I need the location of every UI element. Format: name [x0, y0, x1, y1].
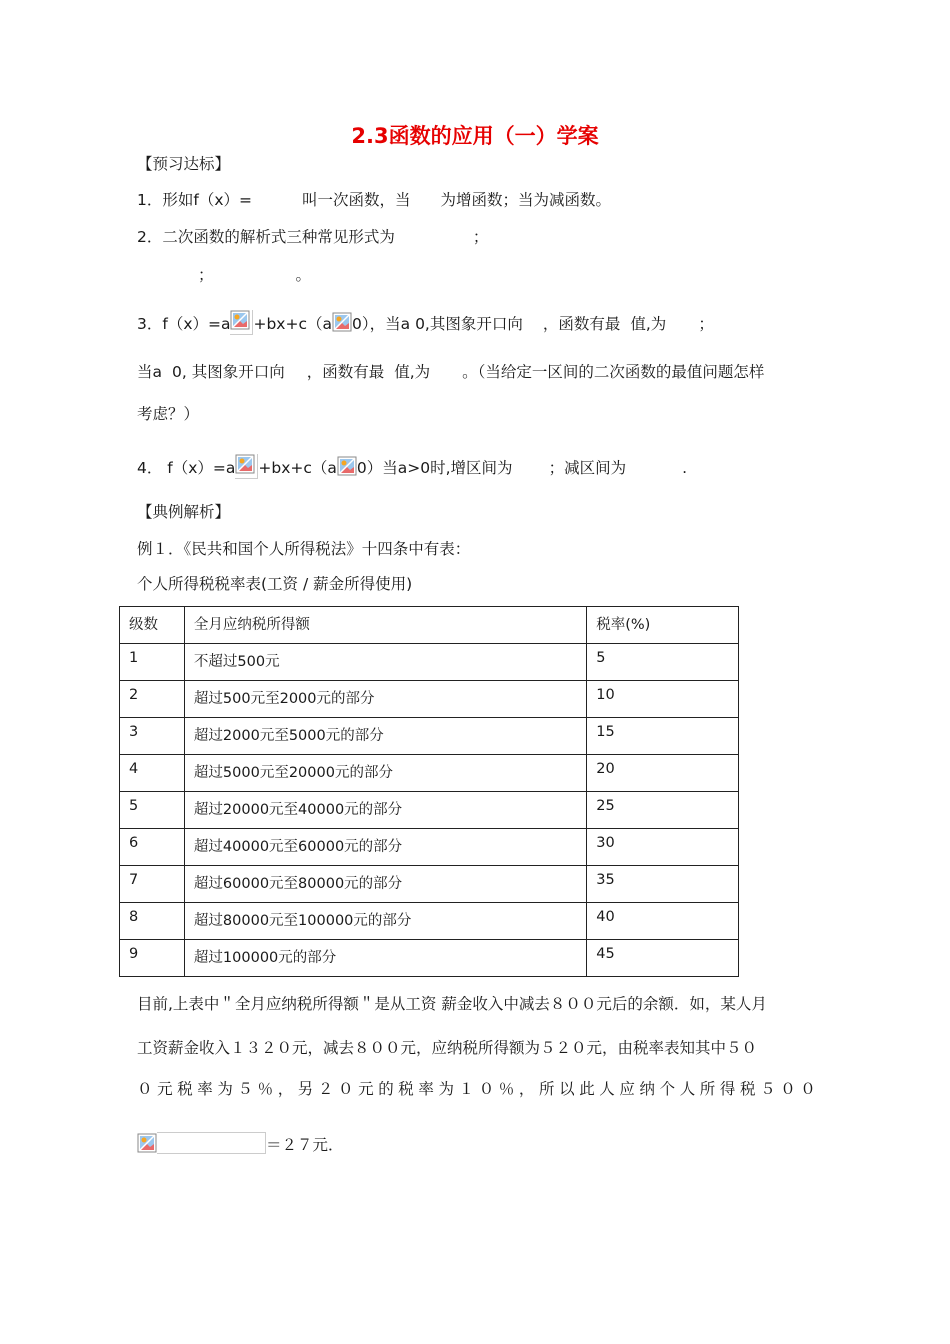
table-row [120, 718, 739, 755]
cell-taxable-income: 超过500元至2000元的部分 [184, 681, 586, 718]
broken-image-icon [332, 312, 352, 332]
table-row [120, 866, 739, 903]
cell-tax-rate: 45 [587, 940, 739, 977]
q3-part-l: 。（当给定一区间的二次函数的最值问题怎样 [462, 363, 765, 381]
paragraph-line-4 [137, 1132, 344, 1155]
broken-image-icon [230, 310, 253, 335]
question-3-line-3: 考虑？） [137, 405, 200, 423]
q2-part-d: 。 [295, 266, 312, 284]
cell-tax-rate: 30 [587, 829, 739, 866]
question-4 [137, 454, 687, 479]
table-caption: 个人所得税税率表(工资 / 薪金所得使用) [137, 575, 413, 593]
cell-tax-rate: 10 [587, 681, 739, 718]
q3-part-g: ； [698, 315, 714, 333]
cell-tax-rate: 35 [587, 866, 739, 903]
cell-tax-rate: 15 [587, 718, 739, 755]
question-3-line-1 [137, 310, 714, 335]
cell-level: 3 [120, 718, 185, 755]
tax-rate-table [119, 606, 739, 977]
cell-level: 8 [120, 903, 185, 940]
q1-part-a: 1．形如f（x）= [137, 191, 252, 209]
cell-tax-rate: 20 [587, 755, 739, 792]
example-1-intro: 例１．《民共和国个人所得税法》十四条中有表： [137, 540, 471, 558]
cell-taxable-income: 超过80000元至100000元的部分 [184, 903, 586, 940]
paragraph-line-3: ０元税率为５％，另２０元的税率为１０％，所以此人应纳个人所得税５００ [137, 1080, 821, 1098]
paragraph-line-2: 工资薪金收入１３２０元，减去８００元，应纳税所得额为５２０元，由税率表知其中５０ [137, 1039, 758, 1057]
page-title: 2.3函数的应用（一）学案 [351, 124, 599, 148]
cell-taxable-income: 超过2000元至5000元的部分 [184, 718, 586, 755]
q3-part-k: 值,为 [394, 363, 431, 381]
cell-level: 7 [120, 866, 185, 903]
cell-tax-rate: 40 [587, 903, 739, 940]
q3-part-b: +bx+c（a [253, 315, 332, 333]
q3-part-i: 0, 其图象开口向 [172, 363, 285, 381]
broken-image-icon [337, 456, 357, 476]
cell-taxable-income: 超过60000元至80000元的部分 [184, 866, 586, 903]
formula-image-frame [157, 1132, 266, 1154]
table-row [120, 792, 739, 829]
broken-image-icon [137, 1133, 157, 1153]
table-header-row [120, 607, 739, 644]
cell-taxable-income: 超过5000元至20000元的部分 [184, 755, 586, 792]
cell-taxable-income: 超过40000元至60000元的部分 [184, 829, 586, 866]
q3-part-h: 当a [137, 363, 162, 381]
cell-level: 5 [120, 792, 185, 829]
cell-taxable-income: 不超过500元 [184, 644, 586, 681]
cell-level: 2 [120, 681, 185, 718]
q3-part-a: 3．f（x）=a [137, 315, 231, 333]
table-row [120, 903, 739, 940]
q4-part-c: 0）当a>0时,增区间为 [356, 459, 513, 477]
q3-part-c: 0），当a [352, 315, 411, 333]
question-2-line-1 [137, 225, 488, 247]
question-1 [137, 188, 611, 210]
q1-part-c: 为增函数；当为减函数。 [440, 191, 612, 209]
q2-part-b: ； [472, 228, 489, 246]
q3-part-j: ，函数有最 [306, 363, 385, 381]
cell-taxable-income: 超过100000元的部分 [184, 940, 586, 977]
table-row [120, 940, 739, 977]
q3-part-d-prefix: 0,其图象开口向 [415, 315, 523, 333]
header-level: 级数 [120, 607, 185, 644]
section-heading-preview: 【预习达标】 [137, 155, 231, 173]
q4-part-e: . [682, 459, 688, 477]
q2-part-c: ； [198, 266, 214, 284]
question-2-line-2 [198, 263, 311, 285]
cell-level: 4 [120, 755, 185, 792]
q4-part-a: 4． f（x）=a [137, 459, 236, 477]
q4-part-b: +bx+c（a [258, 459, 337, 477]
question-3-line-2 [137, 360, 764, 382]
header-tax-rate: 税率(%) [587, 607, 739, 644]
paragraph-line-4-text: ＝２７元． [266, 1136, 344, 1154]
cell-taxable-income: 超过20000元至40000元的部分 [184, 792, 586, 829]
section-heading-examples: 【典例解析】 [137, 503, 231, 521]
q4-part-d: ；减区间为 [548, 459, 627, 477]
q1-part-b: 叫一次函数，当 [301, 191, 411, 209]
header-taxable-income: 全月应纳税所得额 [184, 607, 586, 644]
broken-image-icon [235, 454, 258, 479]
cell-level: 9 [120, 940, 185, 977]
q2-part-a: 2．二次函数的解析式三种常见形式为 [137, 228, 395, 246]
table-row [120, 681, 739, 718]
table-row [120, 755, 739, 792]
cell-level: 1 [120, 644, 185, 681]
cell-level: 6 [120, 829, 185, 866]
paragraph-line-1: 目前,上表中＂全月应纳税所得额＂是从工资 薪金收入中减去８００元后的余额．如，某人月 [137, 995, 767, 1013]
q3-part-f: 值,为 [630, 315, 667, 333]
cell-tax-rate: 5 [587, 644, 739, 681]
cell-tax-rate: 25 [587, 792, 739, 829]
table-row [120, 644, 739, 681]
table-row [120, 829, 739, 866]
q3-part-e: ，函数有最 [542, 315, 621, 333]
